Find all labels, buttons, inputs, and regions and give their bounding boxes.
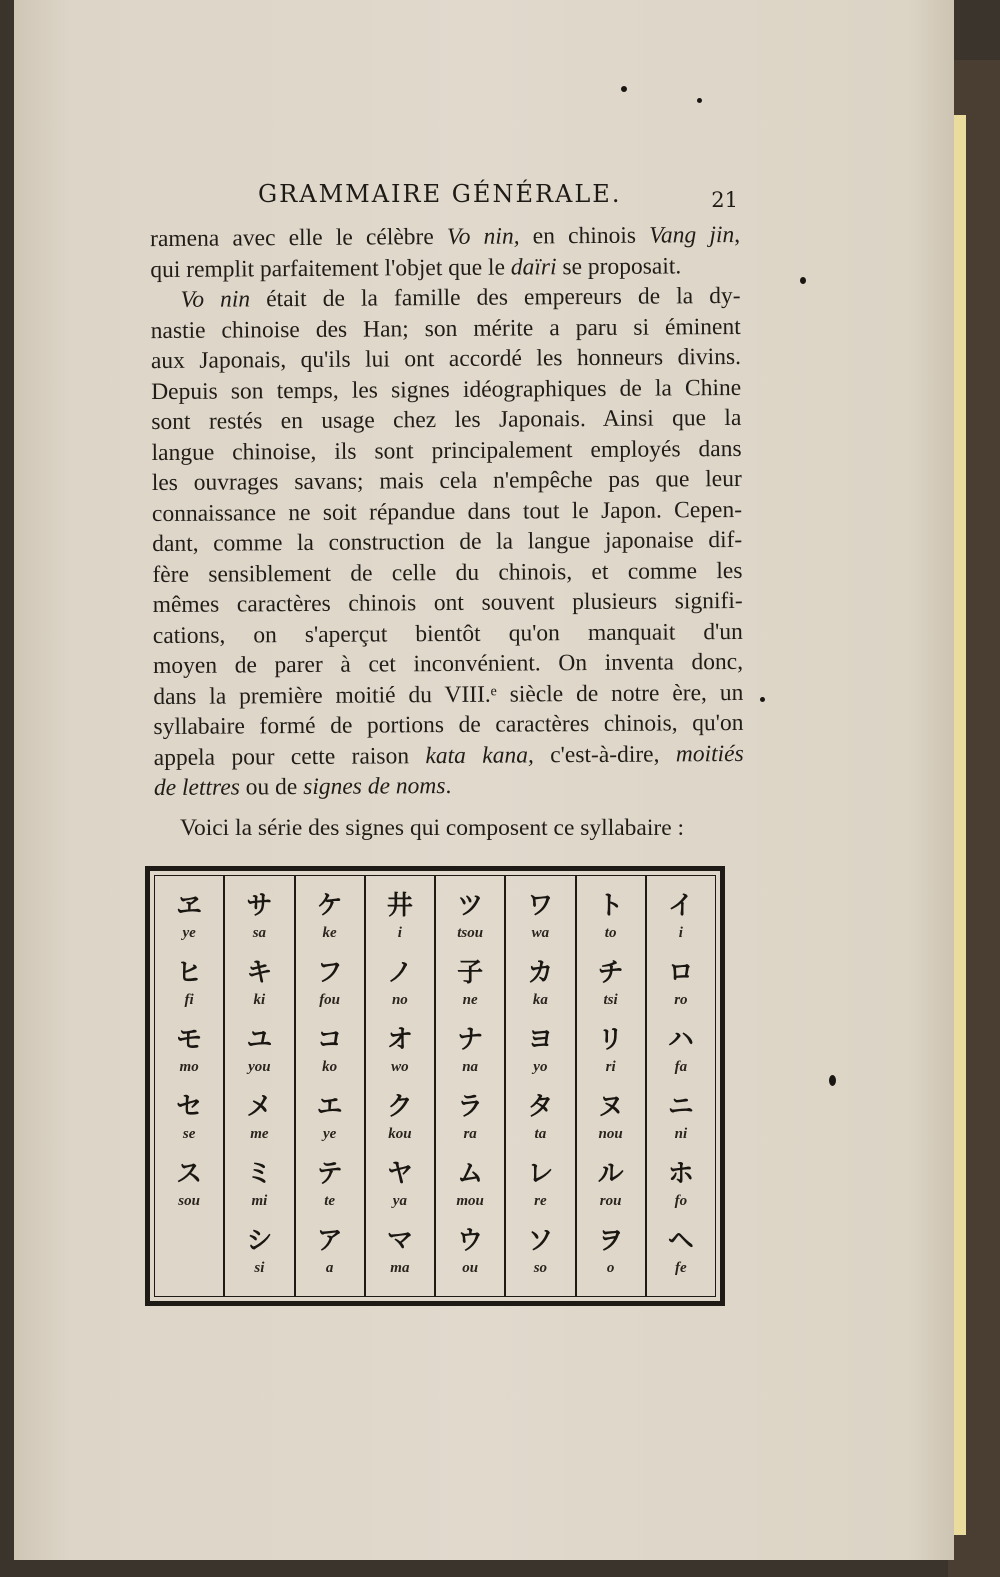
syllable-cell (668, 1091, 694, 1158)
katakana-sign: モ (176, 1025, 203, 1055)
table-column (155, 876, 223, 1296)
syllable-cell (456, 1158, 484, 1225)
katakana-sign: ウ (457, 1226, 484, 1256)
ink-spot (829, 1075, 836, 1086)
syllable-cell (457, 1024, 483, 1091)
katakana-sign: レ (527, 1159, 554, 1189)
romanization: kou (388, 1126, 412, 1142)
text-segment: dant, comme la construction de la langue japonaise dif- (152, 526, 743, 558)
romanization: wa (531, 925, 550, 941)
romanization: ni (674, 1126, 688, 1142)
romanization: to (604, 925, 617, 941)
syllable-cell (176, 890, 202, 957)
romanization: ke (322, 925, 337, 941)
table-column (364, 876, 434, 1296)
running-header (258, 180, 738, 212)
text-line (153, 647, 743, 682)
romanization: ye (322, 1126, 337, 1142)
romanization: mo (179, 1059, 199, 1075)
syllable-cell (387, 1225, 413, 1292)
text-line (154, 738, 744, 773)
romanization: ko (322, 1059, 338, 1075)
katakana-sign: サ (246, 891, 273, 921)
romanization: tsi (603, 992, 618, 1008)
romanization: ya (392, 1193, 407, 1209)
syllable-cell (317, 1024, 343, 1091)
text-segment: dans la première moitié du VIII.ᵉ siècle de notre ère, un (153, 679, 744, 710)
syllable-cell (457, 1091, 483, 1158)
romanization: ra (463, 1126, 477, 1142)
syllable-cell (598, 1225, 624, 1292)
ink-spot (621, 86, 627, 92)
katakana-sign: フ (316, 958, 343, 988)
text-segment: mêmes caractères chinois ont souvent plusieurs signifi- (152, 587, 743, 619)
syllable-cell (527, 1024, 553, 1091)
syllable-cell (176, 1091, 202, 1158)
romanization: nou (598, 1126, 623, 1142)
syllable-cell (246, 1225, 272, 1292)
italic-text: signes de noms (303, 773, 446, 801)
katakana-sign: シ (246, 1226, 273, 1256)
katakana-sign: ル (597, 1159, 624, 1189)
ink-spot (697, 98, 702, 103)
text-line (151, 311, 741, 346)
katakana-sign: ケ (316, 891, 343, 921)
syllable-cell (387, 957, 413, 1024)
katakana-sign: ヱ (176, 891, 203, 921)
text-line (153, 586, 743, 621)
table-column (223, 876, 293, 1296)
text-segment: qui remplit parfaitement l'objet que le (150, 254, 511, 283)
syllable-cell (246, 1158, 272, 1225)
katakana-sign: コ (316, 1025, 343, 1055)
table-column (294, 876, 364, 1296)
katakana-sign: ツ (457, 891, 484, 921)
katakana-sign: ヨ (527, 1025, 554, 1055)
romanization: i (678, 925, 683, 941)
katakana-sign: ハ (667, 1025, 694, 1055)
text-segment: cations, on s'aperçut bientôt qu'on manquait d'un (152, 618, 743, 649)
syllable-cell (387, 1091, 413, 1158)
page-number: 21 (711, 188, 738, 212)
text-segment: appela pour cette raison (153, 742, 426, 771)
romanization: o (606, 1260, 615, 1276)
romanization: si (254, 1260, 265, 1276)
text-line (153, 677, 743, 712)
text-segment: syllabaire formé de portions de caractères chinois, qu'on (153, 709, 744, 741)
text-segment: en chinois (519, 222, 650, 250)
text-segment: les ouvrages savans; mais cela n'empêche pas que leur (151, 465, 742, 497)
syllable-cell (668, 1158, 694, 1225)
syllable-cell (598, 1024, 624, 1091)
romanization: a (325, 1260, 334, 1276)
text-line (151, 433, 741, 468)
katakana-sign: ク (386, 1092, 413, 1122)
paragraph (150, 281, 744, 804)
syllable-cell (598, 890, 624, 957)
syllable-cell (668, 1024, 694, 1091)
katakana-sign: エ (316, 1092, 343, 1122)
text-line (152, 525, 742, 560)
romanization: tsou (457, 925, 484, 941)
text-segment: Depuis son temps, les signes idéographiques de la Chine (151, 374, 742, 405)
syllable-cell (668, 890, 694, 957)
romanization: ri (605, 1059, 616, 1075)
syllable-cell (598, 1091, 624, 1158)
romanization: ka (532, 992, 548, 1008)
syllable-cell (176, 957, 202, 1024)
romanization: sa (252, 925, 267, 941)
italic-text: de lettres (153, 774, 240, 802)
katakana-sign: メ (246, 1092, 273, 1122)
katakana-sign: マ (386, 1226, 413, 1256)
syllable-cell (527, 1091, 553, 1158)
text-line (151, 372, 741, 407)
romanization: rou (599, 1193, 622, 1209)
text-segment: était de la famille des empereurs de la dy- (250, 282, 741, 313)
romanization: fi (184, 992, 194, 1008)
katakana-sign: オ (386, 1025, 413, 1055)
paragraph (150, 220, 740, 285)
syllable-cell (527, 957, 553, 1024)
katakana-sign: ヲ (597, 1226, 624, 1256)
katakana-sign: ミ (246, 1159, 273, 1189)
syllable-cell (176, 1024, 202, 1091)
katakana-sign: ア (316, 1226, 343, 1256)
katakana-sign: ロ (667, 958, 694, 988)
romanization: mi (251, 1193, 268, 1209)
syllable-cell (246, 1024, 272, 1091)
ink-spot (800, 277, 806, 284)
katakana-sign: ヒ (176, 958, 203, 988)
romanization: so (533, 1260, 548, 1276)
katakana-sign: チ (597, 958, 624, 988)
romanization: fa (674, 1059, 688, 1075)
romanization: ou (462, 1260, 479, 1276)
romanization: yo (533, 1059, 548, 1075)
text-segment: nastie chinoise des Han; son mérite a paru si éminent (150, 313, 741, 344)
syllable-cell (527, 1158, 553, 1225)
italic-text: Vang jin (649, 221, 735, 249)
text-segment: aux Japonais, qu'ils lui ont accordé les honneurs divins. (150, 343, 742, 375)
syllable-cell (317, 957, 343, 1024)
katakana-sign: ヤ (386, 1159, 413, 1189)
syllable-cell (457, 957, 483, 1024)
romanization: ki (253, 992, 266, 1008)
table-column (434, 876, 504, 1296)
katakana-sign: ニ (667, 1092, 694, 1122)
text-segment: c'est-à-dire, (533, 740, 676, 768)
romanization: ne (462, 992, 478, 1008)
text-line (153, 616, 743, 651)
text-line (150, 281, 740, 316)
syllable-cell (457, 890, 483, 957)
page-edge-strip (952, 115, 966, 1535)
syllable-cell (527, 1225, 553, 1292)
italic-text: daïri (510, 253, 557, 281)
katakana-sign: タ (527, 1092, 554, 1122)
katakana-sign: ト (597, 891, 624, 921)
syllable-cell (598, 957, 624, 1024)
syllable-cell (246, 890, 272, 957)
katakana-sign: ヘ (667, 1226, 694, 1256)
katakana-sign: リ (597, 1025, 624, 1055)
romanization: se (182, 1126, 196, 1142)
katakana-sign: キ (246, 958, 273, 988)
romanization: you (248, 1059, 271, 1075)
romanization: re (534, 1193, 547, 1209)
katakana-sign: ス (176, 1159, 203, 1189)
text-segment: connaissance ne soit répandue dans tout le Japon. Cepen- (151, 496, 743, 527)
table-column (504, 876, 574, 1296)
katakana-sign: ム (457, 1159, 484, 1189)
romanization: sou (178, 1193, 200, 1209)
text-line (150, 220, 740, 255)
syllable-cell (668, 1225, 694, 1292)
syllable-cell (598, 1158, 624, 1225)
header-title: GRAMMAIRE GÉNÉRALE. (258, 180, 622, 208)
text-line (154, 769, 744, 804)
syllable-cell (387, 890, 413, 957)
text-line (150, 250, 740, 285)
syllable-cell (246, 1091, 272, 1158)
katakana-table-inner (154, 875, 716, 1297)
romanization: ro (674, 992, 688, 1008)
text-line (152, 464, 742, 499)
katakana-sign: セ (176, 1092, 203, 1122)
text-segment: moyen de parer à cet inconvénient. On inventa donc, (152, 648, 744, 680)
romanization: ta (534, 1126, 547, 1142)
table-column (645, 876, 715, 1296)
romanization: na (462, 1059, 479, 1075)
romanization: no (391, 992, 408, 1008)
katakana-sign: ノ (386, 958, 413, 988)
syllable-cell (317, 890, 343, 957)
syllable-cell (387, 1158, 413, 1225)
text-line (152, 555, 742, 590)
romanization: ye (182, 925, 196, 941)
katakana-sign: イ (667, 891, 694, 921)
text-line (152, 494, 742, 529)
text-segment: fère sensiblement de celle du chinois, et comme les (152, 557, 743, 588)
syllable-cell (317, 1091, 343, 1158)
ink-spot (760, 697, 765, 702)
katakana-sign: ソ (527, 1226, 554, 1256)
katakana-sign: カ (527, 958, 554, 988)
syllable-cell (317, 1158, 343, 1225)
romanization: i (397, 925, 402, 941)
romanization: ma (390, 1260, 410, 1276)
text-segment: se proposait. (556, 252, 682, 280)
body-text (150, 220, 744, 804)
katakana-sign: 子 (457, 958, 484, 988)
romanization: mou (456, 1193, 484, 1209)
text-line (151, 342, 741, 377)
romanization: te (324, 1193, 336, 1209)
katakana-sign: ラ (457, 1092, 484, 1122)
syllable-cell (176, 1158, 202, 1225)
italic-text: Vo nin (180, 286, 251, 313)
romanization: wo (391, 1059, 409, 1075)
syllable-cell (457, 1225, 483, 1292)
katakana-sign: ユ (246, 1025, 273, 1055)
syllable-cell (387, 1024, 413, 1091)
text-segment: langue chinoise, ils sont principalement employés dans (151, 435, 742, 466)
text-segment: ou de (239, 774, 304, 801)
romanization: me (250, 1126, 269, 1142)
italic-text: moitiés (675, 740, 744, 767)
table-intro: Voici la série des signes qui composent ce syllabaire : (180, 815, 685, 841)
romanization: fou (319, 992, 341, 1008)
romanization: fe (675, 1260, 687, 1276)
table-column (575, 876, 645, 1296)
text-segment: . (445, 772, 452, 800)
katakana-sign: テ (316, 1159, 343, 1189)
katakana-sign: ホ (667, 1159, 694, 1189)
text-segment: sont restés en usage chez les Japonais. Ainsi que la (151, 404, 742, 436)
katakana-sign: ナ (457, 1025, 484, 1055)
katakana-sign: 井 (386, 891, 413, 921)
text-line (153, 708, 743, 743)
text-line (151, 403, 741, 438)
katakana-table (145, 866, 725, 1306)
syllable-cell (317, 1225, 343, 1292)
text-segment: , (734, 221, 741, 248)
syllable-cell (527, 890, 553, 957)
romanization: fo (674, 1193, 688, 1209)
text-segment: ramena avec elle le célèbre (149, 223, 448, 253)
katakana-sign: ヌ (597, 1092, 624, 1122)
katakana-sign: ワ (527, 891, 554, 921)
syllable-cell (246, 957, 272, 1024)
italic-text: Vo nin, (446, 223, 520, 250)
italic-text: kata kana, (425, 741, 534, 769)
syllable-cell (668, 957, 694, 1024)
